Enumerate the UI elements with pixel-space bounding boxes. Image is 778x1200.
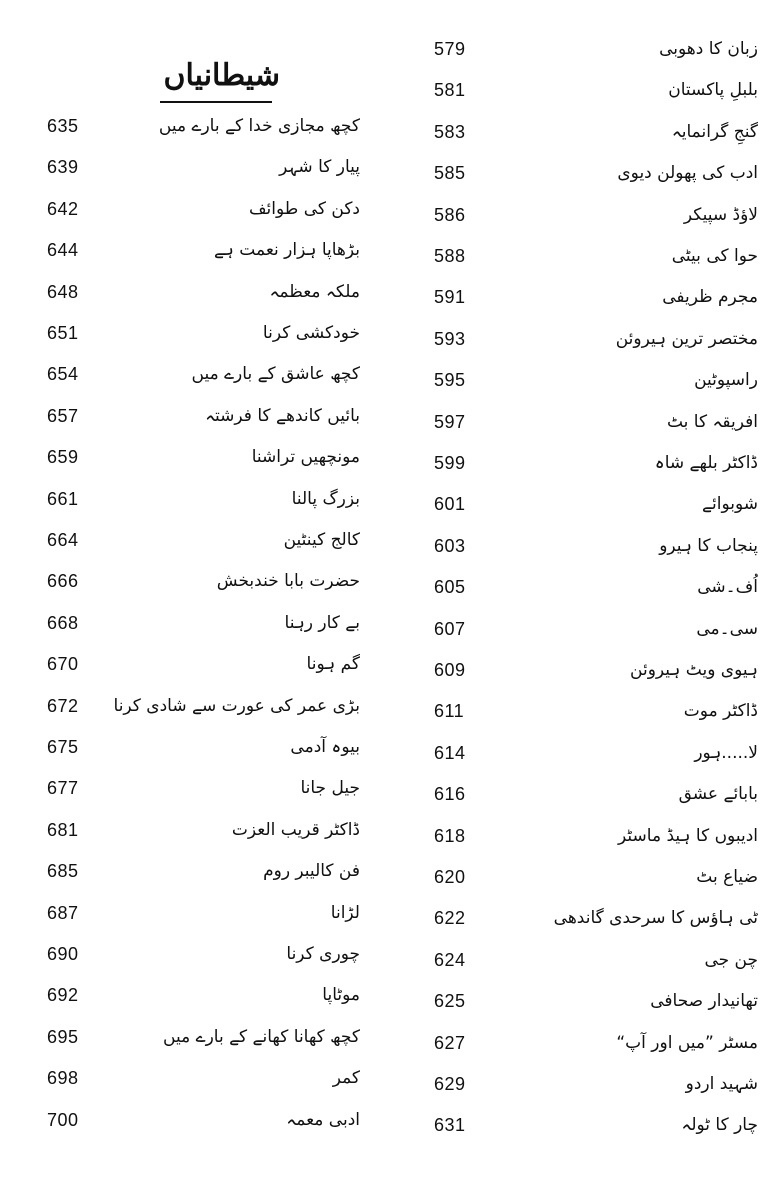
toc-entry-title: بیوہ آدمی: [290, 737, 360, 757]
toc-entry: [0, 313, 400, 353]
toc-page-number: 622: [434, 908, 466, 929]
toc-entry-title: ٹی ہاؤس کا سرحدی گاندھی: [553, 908, 758, 929]
toc-entry: [0, 272, 400, 312]
toc-page-number: 654: [47, 364, 79, 385]
section-title: شیطانیاں: [163, 58, 280, 93]
toc-entry-title: مجرم ظریفی: [662, 287, 758, 308]
toc-entry: [0, 1017, 400, 1057]
toc-entry-title: کچھ کھانا کھانے کے بارے میں: [163, 1026, 360, 1047]
toc-entry-title: بزرگ پالنا: [291, 488, 360, 509]
toc-entry: [400, 402, 778, 442]
toc-entry-title: لاؤڈ سپیکر: [683, 204, 758, 225]
toc-entry: [400, 1023, 778, 1063]
toc-entry: [0, 975, 400, 1015]
toc-page-number: 681: [47, 819, 79, 840]
toc-entry-title: کمر: [332, 1068, 360, 1089]
toc-entry: [400, 898, 778, 938]
toc-entry: [0, 644, 400, 684]
toc-entry-title: ضیاع بٹ: [696, 867, 758, 887]
toc-entry-title: ڈاکٹر موت: [683, 701, 758, 722]
toc-page-number: 625: [434, 991, 466, 1012]
toc-page-number: 614: [434, 742, 466, 763]
toc-page-number: 620: [434, 867, 466, 887]
toc-entry-title: فن کالیبر روم: [263, 861, 360, 882]
toc-page-number: 648: [47, 281, 79, 302]
toc-entry: [400, 443, 778, 483]
toc-entry-title: ادبی معمہ: [286, 1109, 360, 1130]
toc-entry-title: مونچھیں تراشنا: [251, 447, 360, 468]
toc-page-number: 609: [434, 660, 466, 680]
toc-page-number: 664: [47, 530, 79, 550]
toc-entry-title: راسپوٹین: [694, 370, 758, 391]
toc-entry-title: پیار کا شہر: [279, 157, 360, 178]
toc-entry: [0, 479, 400, 519]
toc-entry-title: مختصر ترین ہیروئن: [615, 328, 758, 349]
toc-page-number: 677: [47, 778, 79, 799]
toc-page-number: 586: [434, 204, 466, 225]
toc-entry: [0, 230, 400, 270]
toc-page-number: 601: [434, 494, 466, 515]
toc-entry-title: لا.....ہور: [694, 742, 758, 763]
toc-entry-title: اُف۔شی: [697, 577, 758, 598]
toc-entry-title: ملکہ معظمہ: [269, 281, 360, 302]
toc-entry-title: کالج کینٹین: [283, 530, 360, 550]
toc-entry: [0, 934, 400, 974]
toc-page-number: 581: [434, 80, 466, 101]
toc-entry: [0, 727, 400, 767]
toc-page-number: 687: [47, 902, 79, 923]
toc-page-number: 675: [47, 737, 79, 757]
toc-entry-title: تھانیدار صحافی: [650, 991, 758, 1012]
toc-page-number: 585: [434, 163, 466, 184]
toc-entry-title: مسٹر ”میں اور آپ“: [616, 1032, 758, 1053]
toc-page-number: 597: [434, 411, 466, 432]
toc-entry-title: شوبوائے: [702, 494, 758, 515]
toc-entry: [0, 686, 400, 726]
toc-entry: [400, 981, 778, 1021]
toc-entry-title: چار کا ٹولہ: [681, 1115, 758, 1136]
toc-page-number: 685: [47, 861, 79, 882]
toc-page-number: 668: [47, 612, 79, 633]
toc-entry: [0, 1058, 400, 1098]
toc-page-number: 603: [434, 535, 466, 556]
toc-entry: [400, 940, 778, 980]
toc-entry-title: خودکشی کرنا: [262, 323, 360, 343]
toc-entry: [0, 768, 400, 808]
toc-page-number: 629: [434, 1074, 466, 1094]
toc-entry: [400, 319, 778, 359]
toc-entry: [400, 277, 778, 317]
toc-entry-title: بائیں کاندھے کا فرشتہ: [205, 405, 360, 426]
toc-entry-title: سی۔می: [696, 618, 758, 639]
toc-entry: [0, 893, 400, 933]
toc-entry-title: جیل جانا: [300, 778, 360, 799]
toc-page-number: 698: [47, 1068, 79, 1089]
toc-page-number: 635: [47, 116, 79, 136]
toc-page-number: 624: [434, 949, 466, 970]
toc-page-number: 599: [434, 453, 466, 473]
toc-entry: [400, 112, 778, 152]
toc-entry: [400, 195, 778, 235]
toc-entry-title: دکن کی طوائف: [248, 198, 360, 219]
toc-entry-title: چن جی: [704, 949, 758, 970]
toc-entry-title: چوری کرنا: [286, 944, 360, 964]
toc-page-number: 583: [434, 121, 466, 142]
toc-entry-title: ادیبوں کا ہیڈ ماسٹر: [618, 825, 758, 846]
toc-entry: [400, 691, 778, 731]
toc-entry: [400, 1064, 778, 1104]
toc-entry: [400, 484, 778, 524]
toc-page-number: 657: [47, 405, 79, 426]
toc-entry: [400, 153, 778, 193]
toc-entry: [400, 526, 778, 566]
toc-page-number: 672: [47, 695, 79, 716]
toc-entry: [400, 857, 778, 897]
toc-page-number: 642: [47, 198, 79, 219]
toc-entry: [0, 810, 400, 850]
toc-page-number: 591: [434, 287, 466, 308]
toc-entry: [400, 360, 778, 400]
toc-page-number: 593: [434, 328, 466, 349]
toc-entry: [0, 561, 400, 601]
toc-page-number: 631: [434, 1115, 466, 1136]
toc-entry: [0, 189, 400, 229]
toc-entry: [0, 603, 400, 643]
toc-entry-title: حضرت بابا خندبخش: [216, 571, 360, 592]
toc-page-number: 605: [434, 577, 466, 598]
toc-entry-title: ہیوی ویٹ ہیروئن: [630, 660, 758, 680]
toc-entry: [400, 29, 778, 69]
toc-page-number: 579: [434, 39, 466, 59]
toc-page-number: 690: [47, 944, 79, 964]
toc-page-number: 700: [47, 1109, 79, 1130]
toc-page-number: 666: [47, 571, 79, 592]
toc-entry-title: شہید اردو: [685, 1074, 758, 1094]
toc-entry-title: گنجِ گرانمایہ: [671, 121, 758, 142]
toc-entry: [400, 236, 778, 276]
toc-entry-title: افریقہ کا بٹ: [666, 411, 758, 432]
toc-page-number: 644: [47, 240, 79, 261]
toc-entry: [400, 774, 778, 814]
toc-page-number: 639: [47, 157, 79, 178]
toc-page-number: 661: [47, 488, 79, 509]
toc-entry: [0, 437, 400, 477]
toc-entry-title: بابائے عشق: [678, 784, 758, 805]
toc-page-number: 611: [434, 701, 465, 722]
toc-entry-title: پنجاب کا ہیرو: [659, 535, 758, 556]
toc-entry: [400, 1105, 778, 1145]
toc-entry: [0, 354, 400, 394]
toc-entry-title: بڑی عمر کی عورت سے شادی کرنا: [113, 695, 360, 716]
toc-entry-title: گم ہونا: [306, 654, 360, 675]
toc-entry-title: ادب کی پھولن دیوی: [617, 163, 758, 184]
toc-entry-title: ڈاکٹر بلھے شاہ: [654, 453, 758, 473]
toc-entry: [0, 520, 400, 560]
toc-entry-title: حوا کی بیٹی: [671, 246, 758, 266]
toc-entry-title: ڈاکٹر قریب العزت: [231, 819, 360, 840]
toc-entry-title: بڑھاپا ہزار نعمت ہے: [213, 240, 360, 261]
toc-entry: [400, 609, 778, 649]
toc-page-number: 695: [47, 1026, 79, 1047]
toc-entry: [400, 733, 778, 773]
toc-entry-title: کچھ عاشق کے بارے میں: [191, 364, 360, 385]
toc-entry: [0, 1100, 400, 1140]
toc-page-number: 595: [434, 370, 466, 391]
toc-page-number: 627: [434, 1032, 466, 1053]
toc-entry-title: موٹاپا: [322, 985, 360, 1006]
toc-entry: [400, 567, 778, 607]
toc-page-number: 607: [434, 618, 466, 639]
toc-entry: [400, 70, 778, 110]
toc-page-number: 670: [47, 654, 79, 675]
toc-page-number: 651: [47, 323, 79, 343]
toc-entry-title: بلبلِ پاکستان: [668, 80, 758, 101]
toc-page-number: 618: [434, 825, 466, 846]
toc-page-number: 692: [47, 985, 79, 1006]
toc-entry-title: لڑانا: [330, 902, 360, 923]
toc-page-number: 659: [47, 447, 79, 468]
toc-entry-title: بے کار رہنا: [284, 612, 360, 633]
toc-entry: [0, 396, 400, 436]
toc-entry: [0, 851, 400, 891]
toc-entry-title: زبان کا دھوبی: [659, 39, 758, 59]
toc-entry: [400, 816, 778, 856]
toc-entry: [400, 650, 778, 690]
toc-entry: [0, 106, 400, 146]
toc-column-right: [400, 0, 778, 1200]
toc-page-number: 616: [434, 784, 466, 805]
toc-page-number: 588: [434, 246, 466, 266]
toc-entry-title: کچھ مجازی خدا کے بارے میں: [158, 116, 360, 136]
toc-entry: [0, 147, 400, 187]
